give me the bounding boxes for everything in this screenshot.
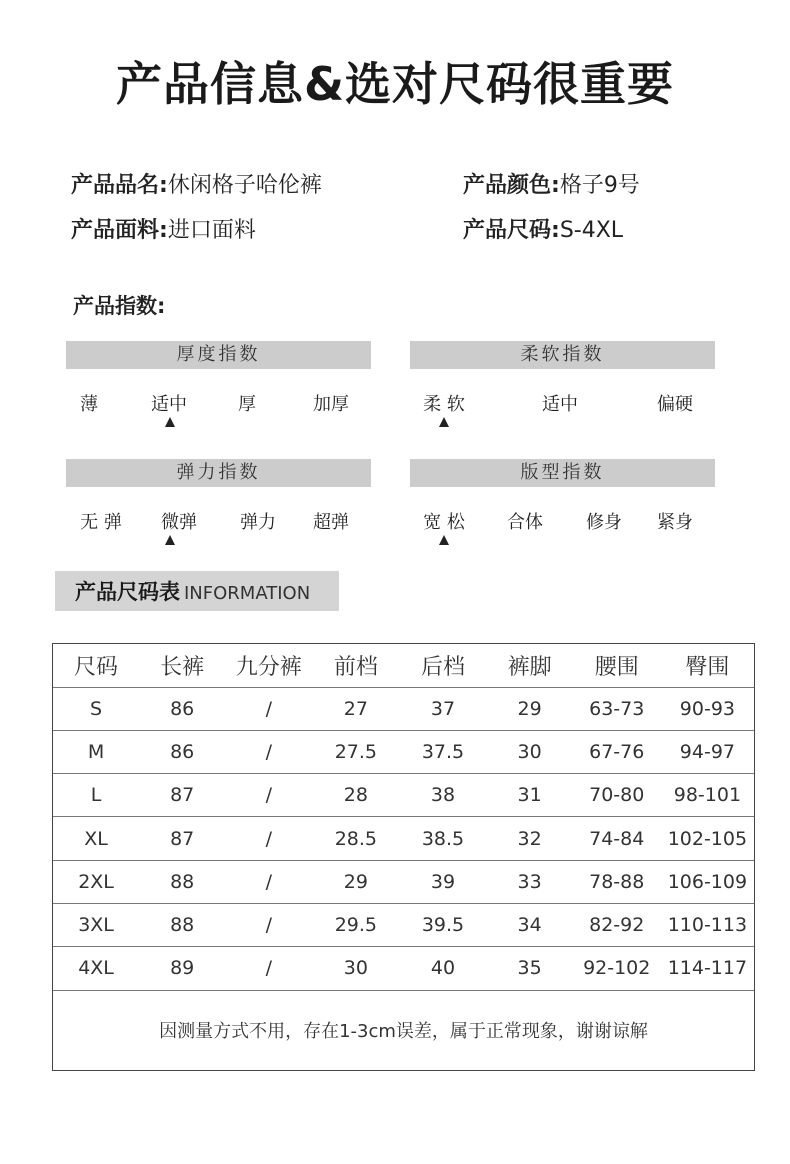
- table-row: [53, 947, 754, 990]
- measurement-note: 因测量方式不用，存在1-3cm误差，属于正常现象，谢谢谅解: [159, 1021, 648, 1042]
- table-cell: 70-80: [573, 774, 661, 817]
- gauge-option: 薄: [80, 394, 98, 415]
- table-row: [53, 817, 754, 860]
- column-header: 腰围: [573, 644, 661, 687]
- table-cell: 32: [487, 817, 573, 860]
- table-header-row: [53, 644, 754, 687]
- product-name-label: 产品品名:: [71, 173, 168, 198]
- gauge-option: 偏硬: [657, 394, 693, 415]
- column-header: 尺码: [53, 644, 139, 687]
- table-cell: 33: [487, 860, 573, 903]
- gauge-option: 合体: [507, 512, 543, 533]
- gauge-option: 适中: [542, 394, 578, 415]
- table-cell: 74-84: [573, 817, 661, 860]
- column-header: 前档: [312, 644, 399, 687]
- gauge-option: 适中: [151, 394, 187, 415]
- table-cell: 29: [487, 687, 573, 730]
- table-row: [53, 860, 754, 903]
- table-cell: 63-73: [573, 687, 661, 730]
- gauge-option: 紧身: [657, 512, 693, 533]
- product-index-label: 产品指数:: [73, 294, 166, 318]
- size-table-heading: [55, 571, 339, 611]
- table-cell: L: [53, 774, 139, 817]
- product-color-row: [463, 168, 640, 199]
- product-name-row: [71, 168, 322, 199]
- table-cell: 30: [487, 730, 573, 773]
- table-cell: 86: [139, 687, 225, 730]
- selected-marker-icon: [439, 535, 449, 545]
- table-cell: 88: [139, 860, 225, 903]
- elasticity-gauge: [66, 459, 371, 539]
- gauge-option: 微弹: [161, 512, 197, 533]
- gauge-option: 弹力: [240, 512, 276, 533]
- table-cell: S: [53, 687, 139, 730]
- size-table-heading-en: INFORMATION: [184, 583, 311, 604]
- table-cell: 35: [487, 947, 573, 990]
- softness-gauge-title: 柔软指数: [410, 341, 715, 369]
- table-cell: 28.5: [312, 817, 399, 860]
- table-cell: /: [225, 947, 312, 990]
- selected-marker-icon: [165, 535, 175, 545]
- table-cell: 114-117: [661, 947, 754, 990]
- elasticity-gauge-title: 弹力指数: [66, 459, 371, 487]
- table-row: [53, 730, 754, 773]
- table-row: [53, 774, 754, 817]
- product-fabric-value: 进口面料: [167, 218, 256, 243]
- table-cell: /: [225, 730, 312, 773]
- table-cell: 98-101: [661, 774, 754, 817]
- selected-marker-icon: [439, 417, 449, 427]
- column-header: 九分裤: [225, 644, 312, 687]
- size-table-heading-cn: 产品尺码表: [75, 580, 180, 604]
- gauge-option: 宽 松: [423, 512, 465, 533]
- size-table: [52, 643, 755, 1071]
- size-table-grid: [53, 644, 754, 991]
- product-name-value: 休闲格子哈伦裤: [167, 173, 322, 198]
- table-cell: 67-76: [573, 730, 661, 773]
- table-cell: /: [225, 817, 312, 860]
- table-cell: 94-97: [661, 730, 754, 773]
- table-cell: 34: [487, 903, 573, 946]
- column-header: 裤脚: [487, 644, 573, 687]
- table-cell: 78-88: [573, 860, 661, 903]
- product-color-label: 产品颜色:: [463, 173, 560, 198]
- product-size-value: S-4XL: [559, 218, 624, 243]
- table-row: [53, 687, 754, 730]
- table-cell: XL: [53, 817, 139, 860]
- softness-gauge: [410, 341, 715, 421]
- table-cell: 4XL: [53, 947, 139, 990]
- gauge-option: 无 弹: [80, 512, 122, 533]
- table-cell: 27.5: [312, 730, 399, 773]
- table-cell: 110-113: [661, 903, 754, 946]
- table-cell: 89: [139, 947, 225, 990]
- table-cell: 30: [312, 947, 399, 990]
- table-row: [53, 903, 754, 946]
- column-header: 长裤: [139, 644, 225, 687]
- table-cell: 29.5: [312, 903, 399, 946]
- gauge-option: 柔 软: [423, 394, 465, 415]
- table-cell: 2XL: [53, 860, 139, 903]
- table-cell: 3XL: [53, 903, 139, 946]
- gauge-option: 厚: [238, 394, 256, 415]
- page-title: 产品信息&选对尺码很重要: [115, 57, 675, 111]
- table-cell: 31: [487, 774, 573, 817]
- product-fabric-label: 产品面料:: [71, 218, 168, 243]
- table-cell: 88: [139, 903, 225, 946]
- thickness-gauge: [66, 341, 371, 421]
- table-cell: /: [225, 774, 312, 817]
- table-cell: 87: [139, 817, 225, 860]
- column-header: 后档: [399, 644, 486, 687]
- fit-gauge-title: 版型指数: [410, 459, 715, 487]
- table-cell: 102-105: [661, 817, 754, 860]
- table-cell: /: [225, 860, 312, 903]
- table-cell: 40: [399, 947, 486, 990]
- table-cell: 92-102: [573, 947, 661, 990]
- table-cell: 90-93: [661, 687, 754, 730]
- table-cell: 38: [399, 774, 486, 817]
- product-size-label: 产品尺码:: [463, 218, 560, 243]
- selected-marker-icon: [165, 417, 175, 427]
- thickness-gauge-title: 厚度指数: [66, 341, 371, 369]
- product-color-value: 格子9号: [559, 173, 640, 198]
- table-cell: 87: [139, 774, 225, 817]
- gauge-option: 加厚: [313, 394, 349, 415]
- product-size-row: [463, 213, 623, 244]
- fit-gauge: [410, 459, 715, 539]
- table-cell: 39.5: [399, 903, 486, 946]
- table-cell: 86: [139, 730, 225, 773]
- product-fabric-row: [71, 213, 256, 244]
- gauge-option: 修身: [586, 512, 622, 533]
- table-cell: 39: [399, 860, 486, 903]
- table-cell: 37: [399, 687, 486, 730]
- table-cell: /: [225, 903, 312, 946]
- table-cell: /: [225, 687, 312, 730]
- table-cell: 28: [312, 774, 399, 817]
- table-cell: 29: [312, 860, 399, 903]
- table-cell: 37.5: [399, 730, 486, 773]
- table-cell: 27: [312, 687, 399, 730]
- gauge-option: 超弹: [313, 512, 349, 533]
- column-header: 臀围: [661, 644, 754, 687]
- table-cell: 106-109: [661, 860, 754, 903]
- table-cell: M: [53, 730, 139, 773]
- table-cell: 38.5: [399, 817, 486, 860]
- table-cell: 82-92: [573, 903, 661, 946]
